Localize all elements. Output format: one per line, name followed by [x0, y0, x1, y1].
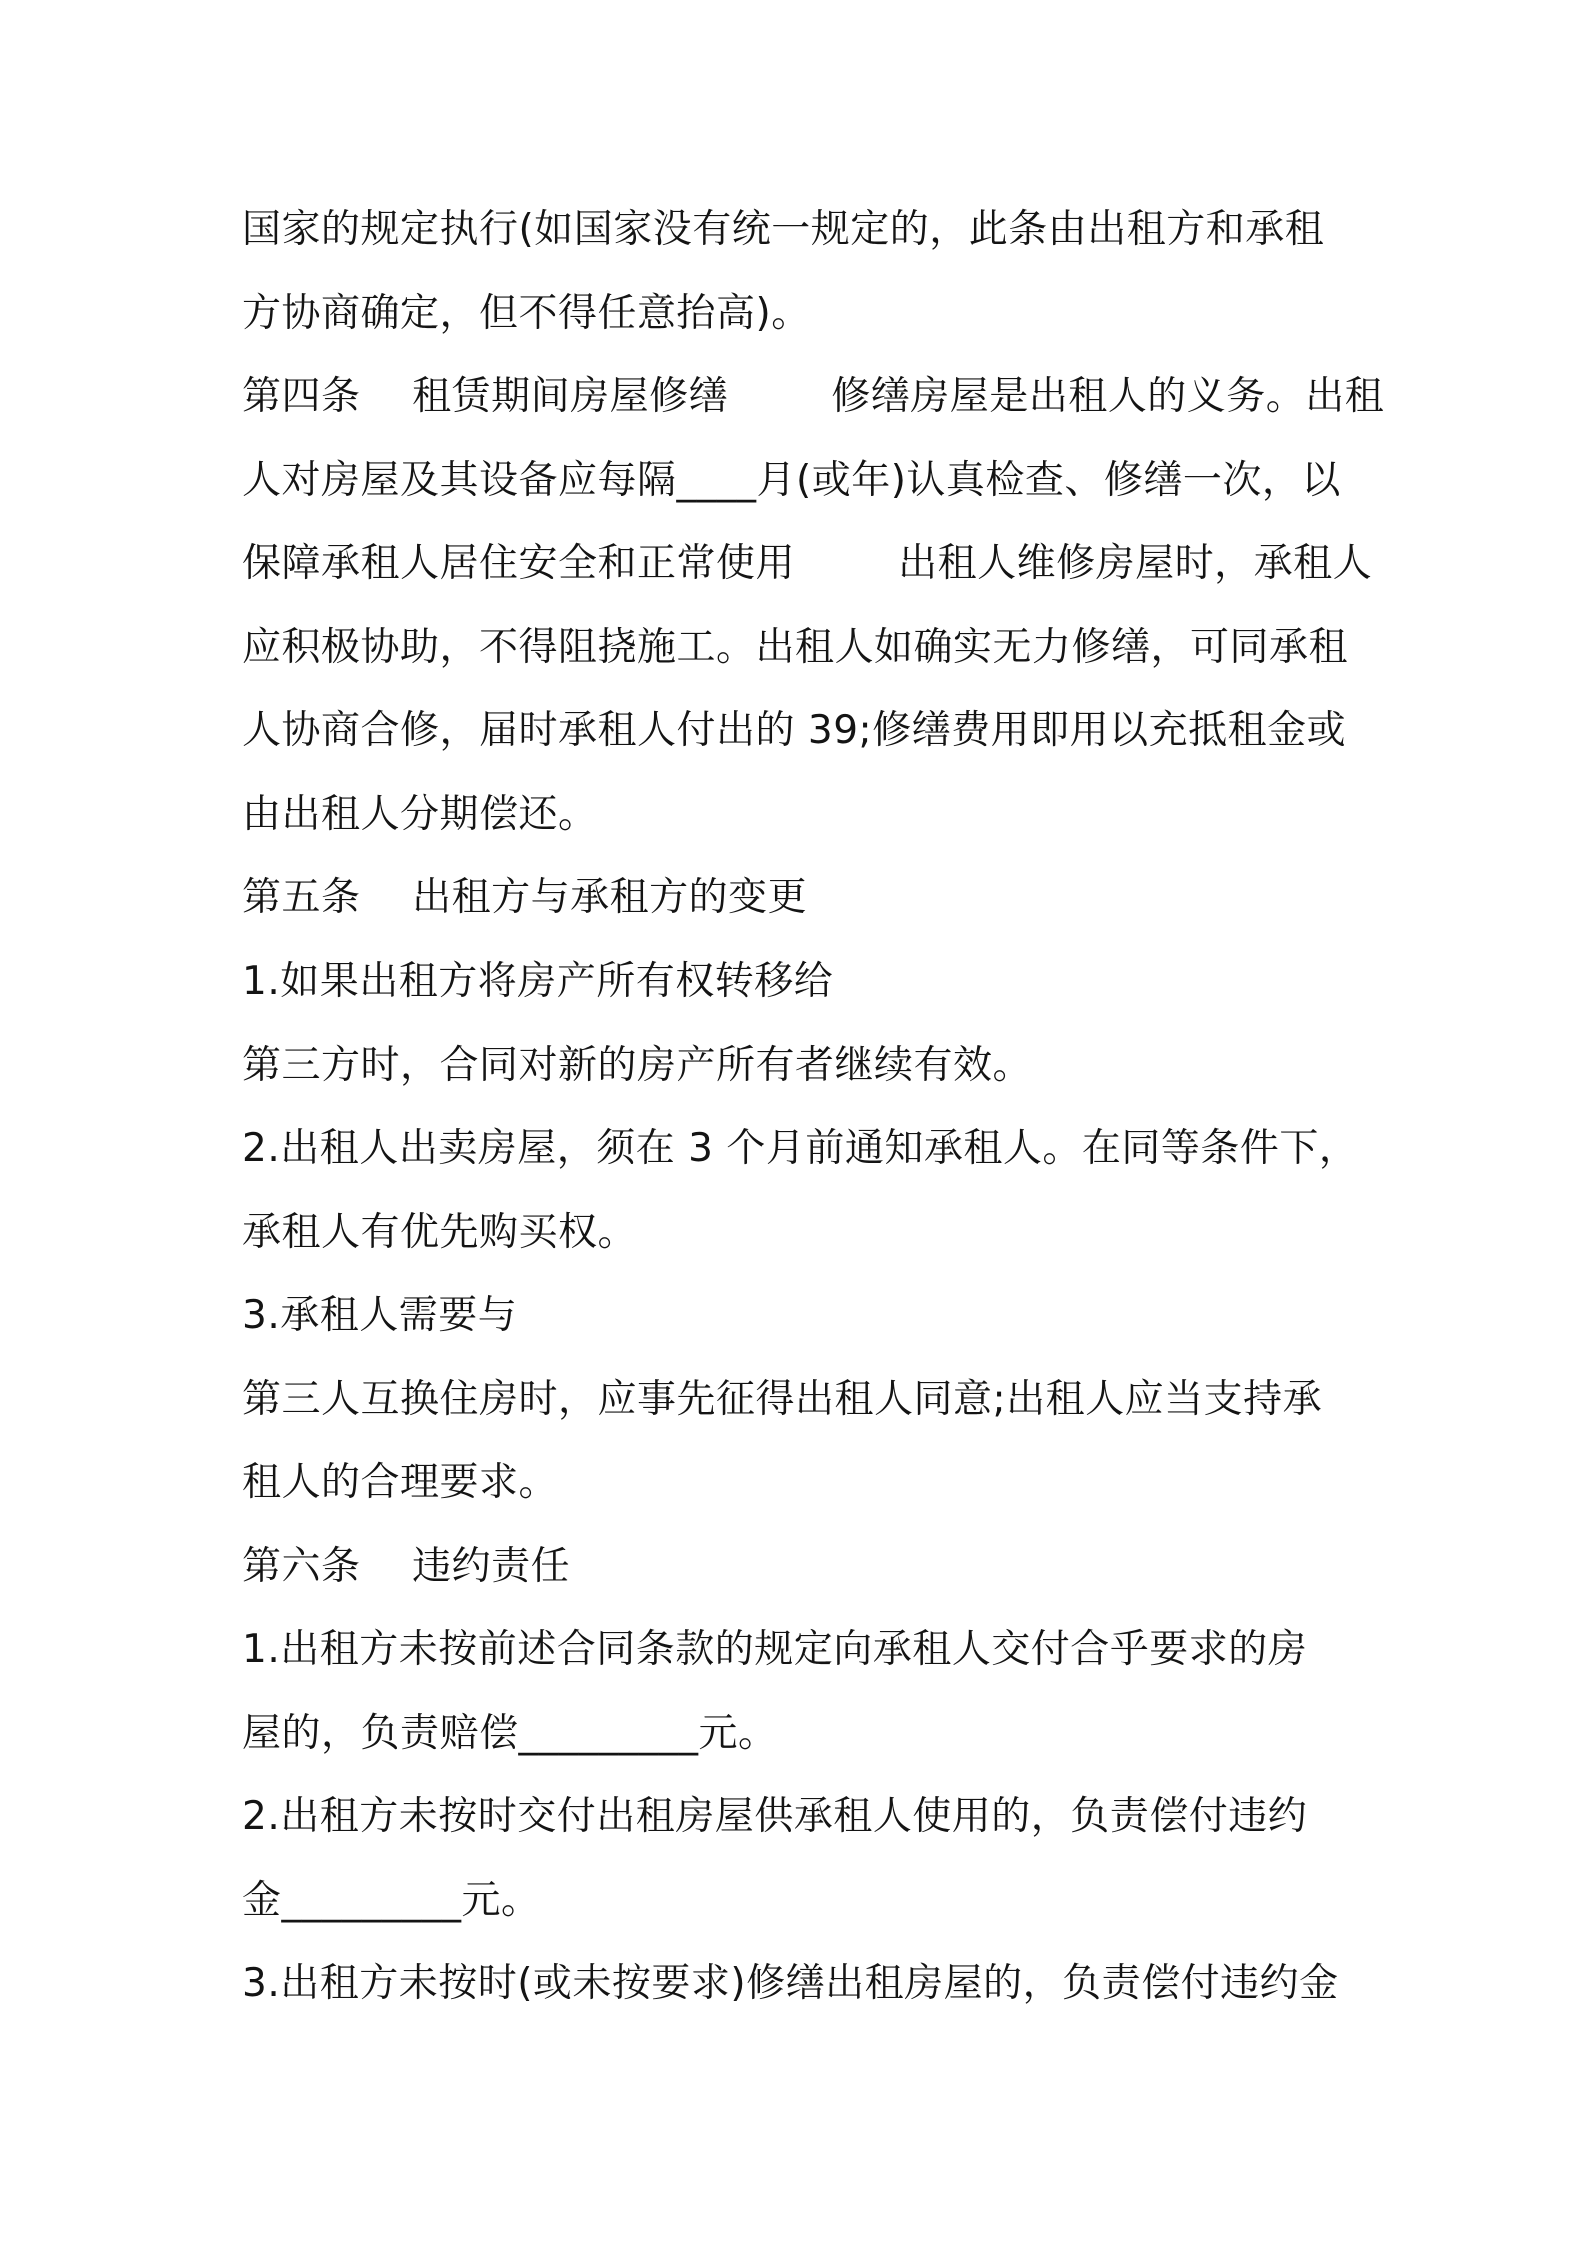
text-line: 金_________元。 — [242, 1878, 541, 1923]
text-line: 由出租人分期偿还。 — [242, 792, 598, 837]
text-line: 第三方时，合同对新的房产所有者继续有效。 — [242, 1043, 1033, 1088]
text-line: 人对房屋及其设备应每隔____月(或年)认真检查、修缮一次，以 — [242, 458, 1341, 503]
text-line: 方协商确定，但不得任意抬高)。 — [242, 291, 811, 336]
text-line: 承租人有优先购买权。 — [242, 1210, 638, 1255]
text-line: 人协商合修，届时承租人付出的 39;修缮费用即用以充抵租金或 — [242, 708, 1347, 753]
text-line: 国家的规定执行(如国家没有统一规定的，此条由出租方和承租 — [242, 207, 1325, 252]
list-item-line: 1.如果出租方将房产所有权转移给 — [242, 959, 834, 1004]
list-item-line: 2.出租人出卖房屋，须在 3 个月前通知承租人。在同等条件下， — [242, 1126, 1359, 1171]
text-line: 保障承租人居住安全和正常使用 出租人维修房屋时，承租人 — [242, 541, 1373, 586]
list-item-line: 2.出租方未按时交付出租房屋供承租人使用的，负责偿付违约 — [242, 1794, 1308, 1839]
section-heading-line: 第五条 出租方与承租方的变更 — [242, 875, 808, 920]
text-line: 第三人互换住房时，应事先征得出租人同意;出租人应当支持承 — [242, 1377, 1323, 1422]
text-line: 应积极协助，不得阻挠施工。出租人如确实无力修缮，可同承租 — [242, 625, 1349, 670]
text-line: 屋的，负责赔偿_________元。 — [242, 1711, 778, 1756]
section-heading-line: 第四条 租赁期间房屋修缮 修缮房屋是出租人的义务。出租 — [242, 374, 1385, 419]
text-line: 租人的合理要求。 — [242, 1460, 559, 1505]
list-item-line: 3.承租人需要与 — [242, 1293, 518, 1338]
section-heading-line: 第六条 违约责任 — [242, 1544, 571, 1589]
list-item-line: 1.出租方未按前述合同条款的规定向承租人交付合乎要求的房 — [242, 1627, 1308, 1672]
list-item-line: 3.出租方未按时(或未按要求)修缮出租房屋的，负责偿付违约金 — [242, 1961, 1339, 2006]
